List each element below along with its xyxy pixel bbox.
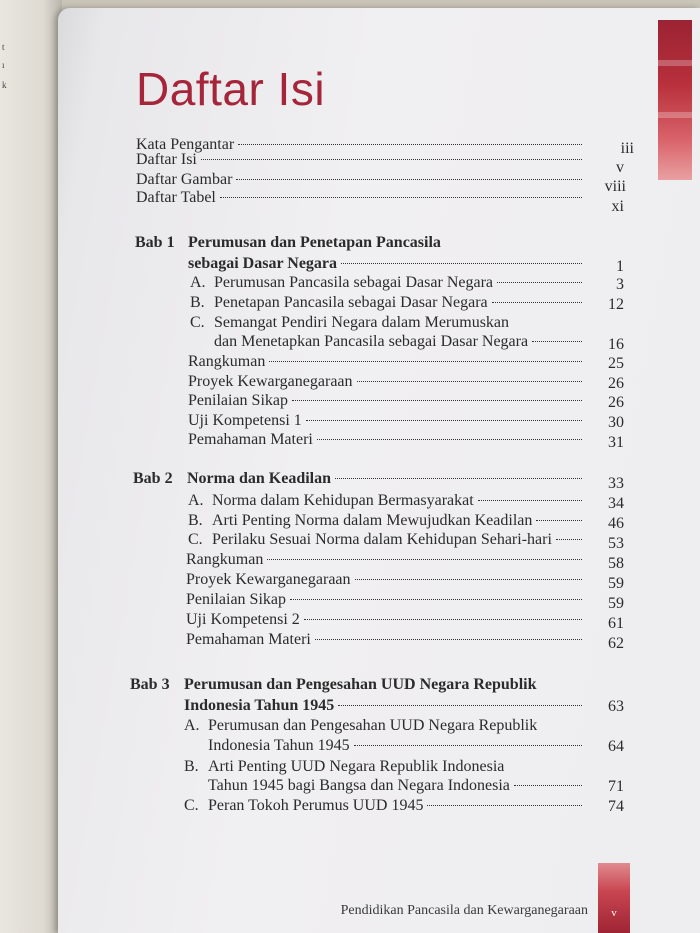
toc-entry-daftar-gambar[interactable]	[136, 171, 586, 189]
toc-entry-label: Perumusan Pancasila sebagai Dasar Negara	[214, 274, 493, 291]
toc-entry-section[interactable]	[212, 531, 586, 549]
toc-entry-extra[interactable]	[186, 551, 586, 569]
section-letter: C.	[188, 531, 203, 548]
toc-entry-label: dan Menetapkan Pancasila sebagai Dasar Negara	[214, 333, 529, 350]
chapter-title-line1: Perumusan dan Pengesahan UUD Negara Republik	[184, 676, 537, 693]
toc-entry-section[interactable]	[208, 777, 586, 795]
toc-entry-label: Arti Penting Norma dalam Mewujudkan Keadilan	[212, 512, 533, 529]
toc-page-number: xi	[611, 198, 624, 215]
toc-entry-extra[interactable]	[188, 392, 586, 410]
toc-page-number: 26	[608, 375, 624, 392]
section-letter: A.	[184, 717, 200, 734]
toc-entry-section[interactable]	[214, 294, 586, 312]
toc-page-number: 33	[608, 475, 624, 492]
toc-entry-label-line1: Arti Penting UUD Negara Republik Indonesia	[208, 758, 505, 775]
toc-entry-section[interactable]	[212, 512, 586, 530]
section-letter: C.	[190, 314, 205, 331]
toc-entry-daftar-tabel[interactable]	[136, 189, 586, 207]
toc-entry-label: Uji Kompetensi 2	[186, 611, 300, 628]
toc-entry-bab2[interactable]	[187, 470, 586, 488]
toc-entry-label: Penetapan Pancasila sebagai Dasar Negara	[214, 294, 488, 311]
toc-entry-extra[interactable]	[186, 591, 586, 609]
toc-entry-extra[interactable]	[188, 431, 586, 449]
toc-entry-bab1[interactable]	[188, 255, 586, 273]
toc-entry-label: Rangkuman	[186, 551, 264, 568]
chapter-number: Bab 1	[135, 234, 175, 251]
toc-page-number: 53	[608, 535, 624, 552]
toc-entry-label: Indonesia Tahun 1945	[208, 737, 350, 754]
footer-page-tab	[598, 863, 630, 933]
toc-entry-label-line1: Semangat Pendiri Negara dalam Merumuskan	[214, 314, 510, 331]
section-letter: A.	[190, 274, 206, 291]
toc-entry-label: Tahun 1945 bagi Bangsa dan Negara Indonesia	[208, 777, 510, 794]
toc-page-number: 26	[608, 394, 624, 411]
toc-entry-bab3[interactable]	[184, 697, 586, 715]
toc-entry-extra[interactable]	[188, 353, 586, 371]
toc-entry-label: Rangkuman	[188, 353, 266, 370]
section-letter: C.	[184, 797, 199, 814]
chapter-number: Bab 2	[133, 470, 173, 487]
toc-page-number: iii	[620, 140, 634, 157]
toc-entry-extra[interactable]	[186, 631, 586, 649]
toc-page-number: 1	[616, 258, 624, 275]
toc-entry-label: Uji Kompetensi 1	[188, 412, 302, 429]
toc-page-number: 61	[608, 615, 624, 632]
toc-entry-label: Penilaian Sikap	[188, 392, 288, 409]
toc-page-number: 71	[608, 778, 624, 795]
toc-entry-label: Pemahaman Materi	[186, 631, 311, 648]
toc-entry-section[interactable]	[208, 797, 586, 815]
toc-page-number: v	[616, 159, 624, 176]
toc-entry-label: Proyek Kewarganegaraan	[186, 571, 351, 588]
toc-page-number: 16	[608, 336, 624, 353]
toc-entry-section[interactable]	[208, 737, 586, 755]
chapter-title-line2: Indonesia Tahun 1945	[184, 697, 335, 714]
toc-entry-extra[interactable]	[188, 412, 586, 430]
toc-entry-extra[interactable]	[186, 611, 586, 629]
toc-page-number: 46	[608, 515, 624, 532]
toc-entry-label: Perilaku Sesuai Norma dalam Kehidupan Sehari-hari	[212, 531, 552, 548]
toc-entry-label-line1: Perumusan dan Pengesahan UUD Negara Republik	[208, 717, 538, 734]
toc-page-number: 58	[608, 555, 624, 572]
toc-page-number: 30	[608, 414, 624, 431]
toc-entry-label: Proyek Kewarganegaraan	[188, 373, 353, 390]
toc-entry-label: Penilaian Sikap	[186, 591, 286, 608]
toc-entry-section[interactable]	[214, 274, 586, 292]
section-letter: B.	[188, 512, 203, 529]
toc-page-number: 34	[608, 495, 624, 512]
page-title: Daftar Isi	[136, 63, 326, 115]
toc-entry-section[interactable]	[212, 492, 586, 510]
footer-page-number: v	[611, 907, 617, 919]
chapter-title-line1: Perumusan dan Penetapan Pancasila	[188, 234, 441, 251]
toc-entry-extra[interactable]	[186, 571, 586, 589]
section-letter: B.	[190, 294, 205, 311]
section-letter: B.	[184, 758, 199, 775]
toc-page-number: viii	[604, 178, 626, 195]
chapter-title-line2: sebagai Dasar Negara	[188, 255, 338, 272]
toc-entry-label: Daftar Gambar	[136, 171, 233, 188]
footer-book-title: Pendidikan Pancasila dan Kewarganegaraan	[340, 903, 588, 918]
toc-page-number: 74	[608, 798, 624, 815]
chapter-title: Norma dan Keadilan	[187, 470, 332, 487]
toc-page-number: 64	[608, 738, 624, 755]
toc-entry-label: Pemahaman Materi	[188, 431, 313, 448]
toc-page-number: 62	[608, 635, 624, 652]
toc-entry-label: Peran Tokoh Perumus UUD 1945	[208, 797, 424, 814]
toc-page-number: 12	[608, 296, 624, 313]
toc-page-number: 25	[608, 355, 624, 372]
toc-entry-daftar-isi[interactable]	[136, 151, 586, 169]
toc-page-number: 3	[616, 276, 624, 293]
toc-entry-label: Kata Pengantar	[136, 136, 235, 153]
toc-entry-label: Daftar Tabel	[136, 189, 216, 206]
toc-entry-label: Norma dalam Kehidupan Bermasyarakat	[212, 492, 474, 509]
toc-entry-section[interactable]	[214, 333, 586, 351]
facing-page-edge: t ı k	[0, 0, 62, 933]
toc-page-number: 63	[608, 698, 624, 715]
toc-page-number: 59	[608, 575, 624, 592]
toc-page-number: 31	[608, 434, 624, 451]
toc-entry-label: Daftar Isi	[136, 151, 197, 168]
section-letter: A.	[188, 492, 204, 509]
chapter-number: Bab 3	[130, 676, 170, 693]
toc-page-number: 59	[608, 595, 624, 612]
toc-entry-extra[interactable]	[188, 373, 586, 391]
